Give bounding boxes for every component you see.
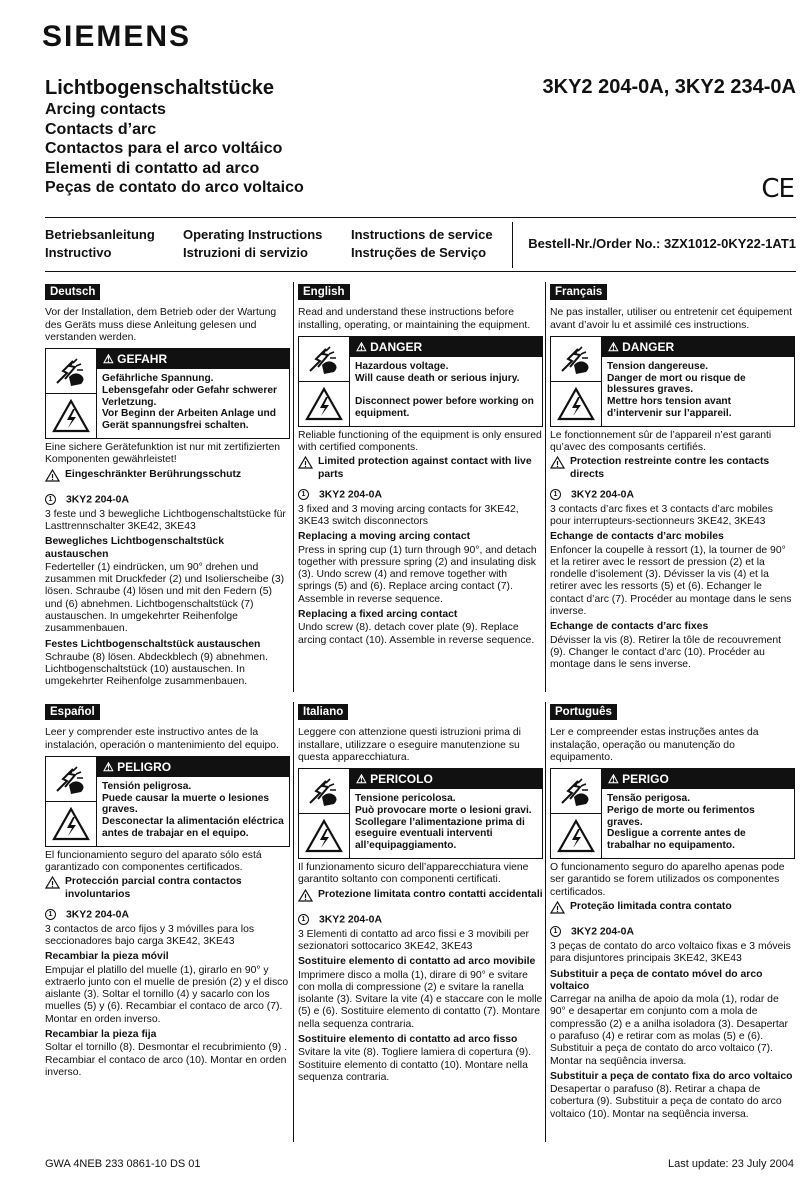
column-divider xyxy=(293,702,294,1142)
circled-1-icon: 1 xyxy=(45,494,56,505)
procedure-text: Dévisser la vis (8). Retirer la tôle de recouvrement (9). Changer le contact d’arc (10). Procéder au montage dans le sens inverse. xyxy=(550,634,781,671)
circled-1-icon: 1 xyxy=(298,914,309,925)
column-divider xyxy=(545,282,546,692)
warning-line xyxy=(355,384,537,396)
electric-hand-icon xyxy=(46,349,96,393)
limited-protection: Limited protection against contact with live parts xyxy=(298,456,543,481)
subtitle-fr: Contacts d’arc xyxy=(45,120,157,138)
language-tag: Español xyxy=(45,704,100,720)
warning-header: ⚠ DANGER xyxy=(602,337,794,357)
intro-text: Ler e compreender estas instruções antes da instalação, operação ou manutenção do equipamento. xyxy=(550,727,759,763)
intro-text: Ne pas installer, utiliser ou entretenir cet équipement avant d’avoir lu et assimilé ces instructions. xyxy=(550,307,793,331)
reliable-text: El funcionamiento seguro del aparato sólo está garantizado con componentes certificados. xyxy=(45,849,262,874)
reliable-text: Eine sichere Gerätefunktion ist nur mit zertifizierten Komponenten gewährleistet! xyxy=(45,442,281,466)
instr-es: Instructivo xyxy=(45,245,112,260)
limited-protection: Protection restreinte contre les contacts directs xyxy=(550,456,795,481)
warning-header: ⚠ PERICOLO xyxy=(350,769,542,789)
language-tag: Français xyxy=(550,284,607,300)
electric-hand-icon xyxy=(551,769,601,813)
procedure-heading: Festes Lichtbogenschaltstück austauschen xyxy=(45,638,261,650)
warning-line: Vor Beginn der Arbeiten Anlage und Gerät spannungsfrei schalten. xyxy=(102,408,276,431)
title-block xyxy=(45,76,304,198)
high-voltage-icon xyxy=(46,393,96,438)
procedure-heading: Echange de contacts d’arc fixes xyxy=(550,621,709,633)
model-number: 3KY2 204-0A, 3KY2 234-0A xyxy=(542,76,796,98)
procedure-heading: Echange de contacts d’arc mobiles xyxy=(550,531,724,543)
product-description: 3 peças de contato do arco voltaico fixas e 3 móveis para disjuntores principais 3KE42, 3KE43 xyxy=(550,940,791,965)
intro-text: Leer y comprender este instructivo antes de la instalación, operación o mantenimiento del equipo. xyxy=(45,727,279,751)
product-description: 3 Elementi di contatto ad arco fissi e 3 movibili per sezionatori sottocarico 3KE42, 3KE43 xyxy=(298,928,530,952)
warning-text xyxy=(602,789,794,855)
product-heading: 1 3KY2 204-0A xyxy=(550,489,795,502)
warning-line: Tensão perigosa. xyxy=(607,793,691,805)
divider-bottom xyxy=(45,271,796,272)
limited-protection: Protección parcial contra contactos involuntarios xyxy=(45,876,290,901)
subtitle-pt: Peças de contato do arco voltaico xyxy=(45,179,304,196)
warning-triangle-icon: ⚠ xyxy=(608,339,619,354)
instructions-col-3 xyxy=(351,226,493,262)
high-voltage-icon xyxy=(299,381,349,426)
ce-mark-icon: CE xyxy=(761,174,794,204)
subtitle-en: Arcing contacts xyxy=(45,101,166,118)
danger-warning-box xyxy=(45,756,290,847)
warning-line: Scollegare l’alimentazione prima di eseguire eventuali interventi all’equipaggiamento. xyxy=(355,816,525,851)
procedure-heading: Sostituire elemento di contatto ad arco fisso xyxy=(298,1034,518,1045)
limited-protection: Proteção limitada contra contato xyxy=(550,901,795,918)
caution-triangle-icon xyxy=(298,456,318,481)
procedure-text: Imprimere disco a molla (1), dirare di 90° e svitare con molla di compressione (2) e svitare la ranella isolante (3). Svitare la vite (4) e staccare con le molle (5) e (6). Sostituire elemento di contatto (7). Montare nella sequenza contraria. xyxy=(298,969,543,1030)
warning-triangle-icon: ⚠ xyxy=(356,772,367,787)
caution-triangle-icon xyxy=(45,876,65,901)
warning-line: Lebensgefahr oder Gefahr schwerer Verletzung. xyxy=(102,385,277,408)
instr-it: Istruzioni di servizio xyxy=(183,245,308,260)
warning-triangle-icon: ⚠ xyxy=(103,759,114,774)
warning-line: Puede causar la muerte o lesiones graves. xyxy=(102,792,270,816)
limited-protection: Protezione limitata contro contatti accidentali xyxy=(298,889,543,906)
warning-line: Può provocare morte o lesioni gravi. xyxy=(355,805,532,817)
caution-triangle-icon xyxy=(550,901,570,918)
circled-1-icon: 1 xyxy=(298,489,309,500)
instr-de: Betriebsanleitung xyxy=(45,227,155,242)
order-divider xyxy=(512,222,513,268)
electric-hand-icon xyxy=(299,769,349,813)
limited-protection: Eingeschränkter Berührungsschutz xyxy=(45,469,290,486)
procedure-text: Empujar el platillo del muelle (1), girarlo en 90° y extraerlo junto con el muelle de presión (2) y el disco aislante (3). Soltar el tornillo (4) y sacarlo con los muelles (5) y (6). Recambiar el contaco de arco (7). Montar en orden inverso. xyxy=(45,964,289,1025)
instr-pt: Instruções de Serviço xyxy=(351,245,487,260)
product-heading: 1 3KY2 204-0A xyxy=(298,489,543,502)
warning-line: Perigo de morte ou ferimentos graves. xyxy=(607,805,755,828)
section-français xyxy=(550,284,795,673)
subtitle-it: Elementi di contatto ad arco xyxy=(45,159,260,177)
electric-hand-icon xyxy=(551,337,601,381)
warning-header: ⚠ GEFAHR xyxy=(97,349,289,369)
product-heading: 1 3KY2 204-0A xyxy=(298,914,543,927)
warning-line: Desconectar la alimentación eléctrica antes de trabajar en el equipo. xyxy=(102,815,284,839)
warning-line: Mettre hors tension avant d’intervenir sur l’appareil. xyxy=(607,395,732,419)
circled-1-icon: 1 xyxy=(45,909,56,920)
procedure-text: Press in spring cup (1) turn through 90°, and detach together with pressure spring (2) and insulating disk (3). Undo screw (4) and remove together with springs (5) and (6). Replace arcing contact (7). Assemble in reverse sequence. xyxy=(298,544,537,605)
language-tag: Italiano xyxy=(298,704,348,720)
warning-line: Disconnect power before working on equipment. xyxy=(355,395,534,419)
instr-fr: Instructions de service xyxy=(351,227,493,242)
instructions-col-1 xyxy=(45,226,155,262)
product-description: 3 feste und 3 bewegliche Lichtbogenschaltstücke für Lasttrennschalter 3KE42, 3KE43 xyxy=(45,508,286,532)
warning-text xyxy=(97,369,289,435)
warning-line: Desligue a corrente antes de trabalhar no equipamento. xyxy=(607,828,746,851)
divider-top xyxy=(45,217,796,218)
procedure-heading: Recambiar la pieza fija xyxy=(45,1029,157,1040)
danger-warning-box xyxy=(298,768,543,859)
electric-hand-icon xyxy=(46,757,96,801)
procedure-text: Enfoncer la coupelle à ressort (1), la tourner de 90° et la retirer avec le ressort de pression (2) et la rondelle d’isolement (3). Dévisser la vis (4) et la retirer avec les ressorts (5) et (6). Echanger le contact d’arc (7). Procéder au montage dans le sens inverse. xyxy=(550,544,792,617)
procedure-heading: Substituir a peça de contato móvel do arco voltaico xyxy=(550,968,763,992)
section-português xyxy=(550,704,795,1123)
footer-last-update: Last update: 23 July 2004 xyxy=(668,1158,794,1170)
column-divider xyxy=(545,702,546,1142)
danger-warning-box xyxy=(45,348,290,439)
procedure-heading: Bewegliches Lichtbogenschaltstück austauschen xyxy=(45,536,224,560)
warning-line: Tensione pericolosa. xyxy=(355,793,456,805)
warning-line: Gefährliche Spannung. xyxy=(102,373,214,385)
warning-text xyxy=(602,357,794,423)
reliable-text: Le fonctionnement sûr de l’appareil n’est garanti qu’avec des composants certifiés. xyxy=(550,429,772,454)
electric-hand-icon xyxy=(299,337,349,381)
product-heading: 1 3KY2 204-0A xyxy=(45,909,290,922)
danger-warning-box xyxy=(550,336,795,427)
danger-warning-box xyxy=(550,768,795,859)
high-voltage-icon xyxy=(46,801,96,846)
warning-line: Hazardous voltage. xyxy=(355,361,449,373)
procedure-heading: Sostituire elemento di contatto ad arco movibile xyxy=(298,956,536,968)
product-heading: 1 3KY2 204-0A xyxy=(45,494,290,507)
warning-line: Danger de mort ou risque de blessures graves. xyxy=(607,372,746,396)
page-title: Lichtbogenschaltstücke xyxy=(45,77,274,99)
procedure-heading: Recambiar la pieza móvil xyxy=(45,951,169,963)
warning-triangle-icon: ⚠ xyxy=(356,339,367,354)
procedure-heading: Replacing a moving arcing contact xyxy=(298,531,471,543)
warning-line: Will cause death or serious injury. xyxy=(355,372,520,384)
high-voltage-icon xyxy=(551,381,601,426)
caution-triangle-icon xyxy=(45,469,65,486)
language-tag: Português xyxy=(550,704,617,720)
warning-text xyxy=(350,789,542,855)
procedure-text: Soltar el tornillo (8). Desmontar el recubrimiento (9) . Recambiar el contaco de arco (10). Montar en orden inverso. xyxy=(45,1042,287,1078)
language-tag: English xyxy=(298,284,350,300)
instr-en: Operating Instructions xyxy=(183,227,323,242)
circled-1-icon: 1 xyxy=(550,926,561,937)
procedure-text: Desapertar o parafuso (8). Retirar a chapa de cobertura (9). Substituir a peça de contato do arco voltaico (10). Montar na seqüência inversa. xyxy=(550,1084,782,1120)
warning-header: ⚠ PELIGRO xyxy=(97,757,289,777)
column-divider xyxy=(293,282,294,692)
order-number: Bestell-Nr./Order No.: 3ZX1012-0KY22-1AT1 xyxy=(528,236,796,251)
footer-doc-number: GWA 4NEB 233 0861-10 DS 01 xyxy=(45,1158,201,1170)
siemens-logo: SIEMENS xyxy=(42,20,192,53)
warning-triangle-icon: ⚠ xyxy=(103,352,114,367)
intro-text: Read and understand these instructions before installing, operating, or maintaining the equipment. xyxy=(298,307,531,331)
reliable-text: O funcionamento seguro do aparelho apenas pode ser garantido se forem utilizados os componentes certificados. xyxy=(550,862,785,898)
section-español xyxy=(45,704,290,1081)
procedure-heading: Replacing a fixed arcing contact xyxy=(298,609,458,620)
warning-line: Tension dangereuse. xyxy=(607,361,709,373)
caution-triangle-icon xyxy=(298,889,318,906)
intro-text: Vor der Installation, dem Betrieb oder der Wartung des Geräts muss diese Anleitung gelesen und verstanden werden. xyxy=(45,307,277,343)
product-description: 3 contacts d’arc fixes et 3 contacts d’arc mobiles pour interrupteurs-sectionneurs 3KE42, 3KE43 xyxy=(550,503,773,527)
product-description: 3 fixed and 3 moving arcing contacts for 3KE42, 3KE43 switch disconnectors xyxy=(298,503,519,527)
section-deutsch xyxy=(45,284,290,691)
procedure-text: Undo screw (8). detach cover plate (9). Replace arcing contact (10). Assemble in reverse sequence. xyxy=(298,622,535,646)
warning-line: Tensión peligrosa. xyxy=(102,781,192,793)
procedure-text: Schraube (8) lösen. Abdeckblech (9) abnehmen. Lichtbogenschaltstück (10) austauschen. In umgekehrter Reihenfolge zusammenbauen. xyxy=(45,651,268,688)
product-description: 3 contactos de arco fijos y 3 móvilles para los seccionadores bajo carga 3KE42, 3KE43 xyxy=(45,923,255,947)
language-tag: Deutsch xyxy=(45,284,100,300)
warning-header: ⚠ DANGER xyxy=(350,337,542,357)
high-voltage-icon xyxy=(299,813,349,858)
section-english xyxy=(298,284,543,649)
circled-1-icon: 1 xyxy=(550,489,561,500)
procedure-text: Federteller (1) eindrücken, um 90° drehen und zusammen mit Druckfeder (2) und Isolierscheibe (3) lösen. Schraube (4) lösen und mit den Federn (5) und (6) abnehmen. Lichtbogenschaltstück (7) austauschen. In umgekehrter Reihenfolge zusammenbauen. xyxy=(45,561,285,635)
warning-text xyxy=(97,777,289,843)
procedure-text: Carregar na anilha de apoio da mola (1), rodar de 90° e desapertar em conjunto com a mola de compressão (2) e a anilha isoladora (3). Desapertar o parafuso (4) e retirar com as molas (5) e (6). Substituir a peça de contato do arco voltaico (7). Montar na seqüência inversa. xyxy=(550,994,788,1067)
warning-header: ⚠ PERIGO xyxy=(602,769,794,789)
reliable-text: Il funzionamento sicuro dell’apparecchiatura viene garantito soltanto con componenti certificati. xyxy=(298,862,529,886)
reliable-text: Reliable functioning of the equipment is only ensured with certified components. xyxy=(298,429,542,454)
subtitle-es: Contactos para el arco voltáico xyxy=(45,140,283,157)
danger-warning-box xyxy=(298,336,543,427)
intro-text: Leggere con attenzione questi istruzioni prima di installare, utilizzare o eseguire manutenzione su questa apparecchiatura. xyxy=(298,727,521,763)
high-voltage-icon xyxy=(551,813,601,858)
warning-text xyxy=(350,357,542,423)
procedure-text: Svitare la vite (8). Togliere lamiera di copertura (9). Sostituire elemento di contatto (10). Montare nella sequenza contraria. xyxy=(298,1047,532,1083)
product-heading: 1 3KY2 204-0A xyxy=(550,926,795,939)
section-italiano xyxy=(298,704,543,1086)
instructions-col-2 xyxy=(183,226,322,262)
procedure-heading: Substituir a peça de contato fixa do arco voltaico xyxy=(550,1070,793,1082)
warning-triangle-icon: ⚠ xyxy=(608,772,619,787)
caution-triangle-icon xyxy=(550,456,570,481)
